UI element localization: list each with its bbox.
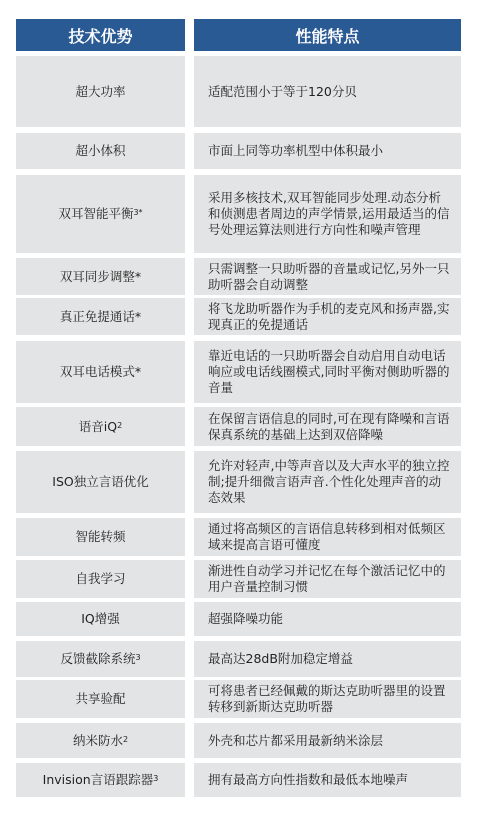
row-advantage: 超大功率 [16,56,185,127]
row-advantage: IQ增强 [16,602,185,636]
row-advantage: 双耳电话模式* [16,341,185,403]
row-feature: 可将患者已经佩戴的斯达克助听器里的设置转移到新斯达克助听器 [194,680,461,718]
row-feature: 渐进性自动学习并记忆在每个激活记忆中的用户音量控制习惯 [194,560,461,598]
row-feature: 拥有最高方向性指数和最低本地噪声 [194,763,461,797]
header-advantage: 技术优势 [16,19,185,51]
row-advantage: 共享验配 [16,680,185,718]
row-advantage: 自我学习 [16,560,185,598]
row-advantage: 双耳智能平衡 $^{3*}$ [16,175,185,253]
row-feature: 允许对轻声,中等声音以及大声水平的独立控制;提升细微言语声音.个性化处理声音的动态效果 [194,451,461,513]
row-feature: 适配范围小于等于120分贝 [194,56,461,127]
row-advantage: 纳米防水 $^2$ [16,723,185,758]
row-feature: 在保留言语信息的同时,可在现有降噪和言语保真系统的基础上达到双倍降噪 [194,407,461,446]
row-feature: 外壳和芯片都采用最新纳米涂层 [194,723,461,758]
row-feature: 市面上同等功率机型中体积最小 [194,133,461,169]
row-feature: 将飞龙助听器作为手机的麦克风和扬声器,实现真正的免提通话 [194,298,461,335]
row-advantage: 智能转频 [16,518,185,556]
row-advantage: 语音iQ $^2$ [16,407,185,446]
row-advantage: 真正免提通话* [16,298,185,335]
row-feature: 只需调整一只助听器的音量或记忆,另外一只助听器会自动调整 [194,258,461,295]
row-feature: 采用多核技术,双耳智能同步处理.动态分析和侦测患者周边的声学情景,运用最适当的信号处理运算法则进行方向性和噪声管理 [194,175,461,253]
row-feature: 最高达28dB附加稳定增益 [194,641,461,677]
row-advantage: 超小体积 [16,133,185,169]
row-advantage: ISO独立言语优化 [16,451,185,513]
header-feature: 性能特点 [194,19,461,51]
row-advantage: Invision言语跟踪器 $^3$ [16,763,185,797]
row-feature: 靠近电话的一只助听器会自动启用自动电话响应或电话线圈模式,同时平衡对侧助听器的音量 [194,341,461,403]
row-feature: 超强降噪功能 [194,602,461,636]
row-feature: 通过将高频区的言语信息转移到相对低频区域来提高言语可懂度 [194,518,461,556]
row-advantage: 双耳同步调整* [16,258,185,295]
row-advantage: 反馈截除系统 $^3$ [16,641,185,677]
